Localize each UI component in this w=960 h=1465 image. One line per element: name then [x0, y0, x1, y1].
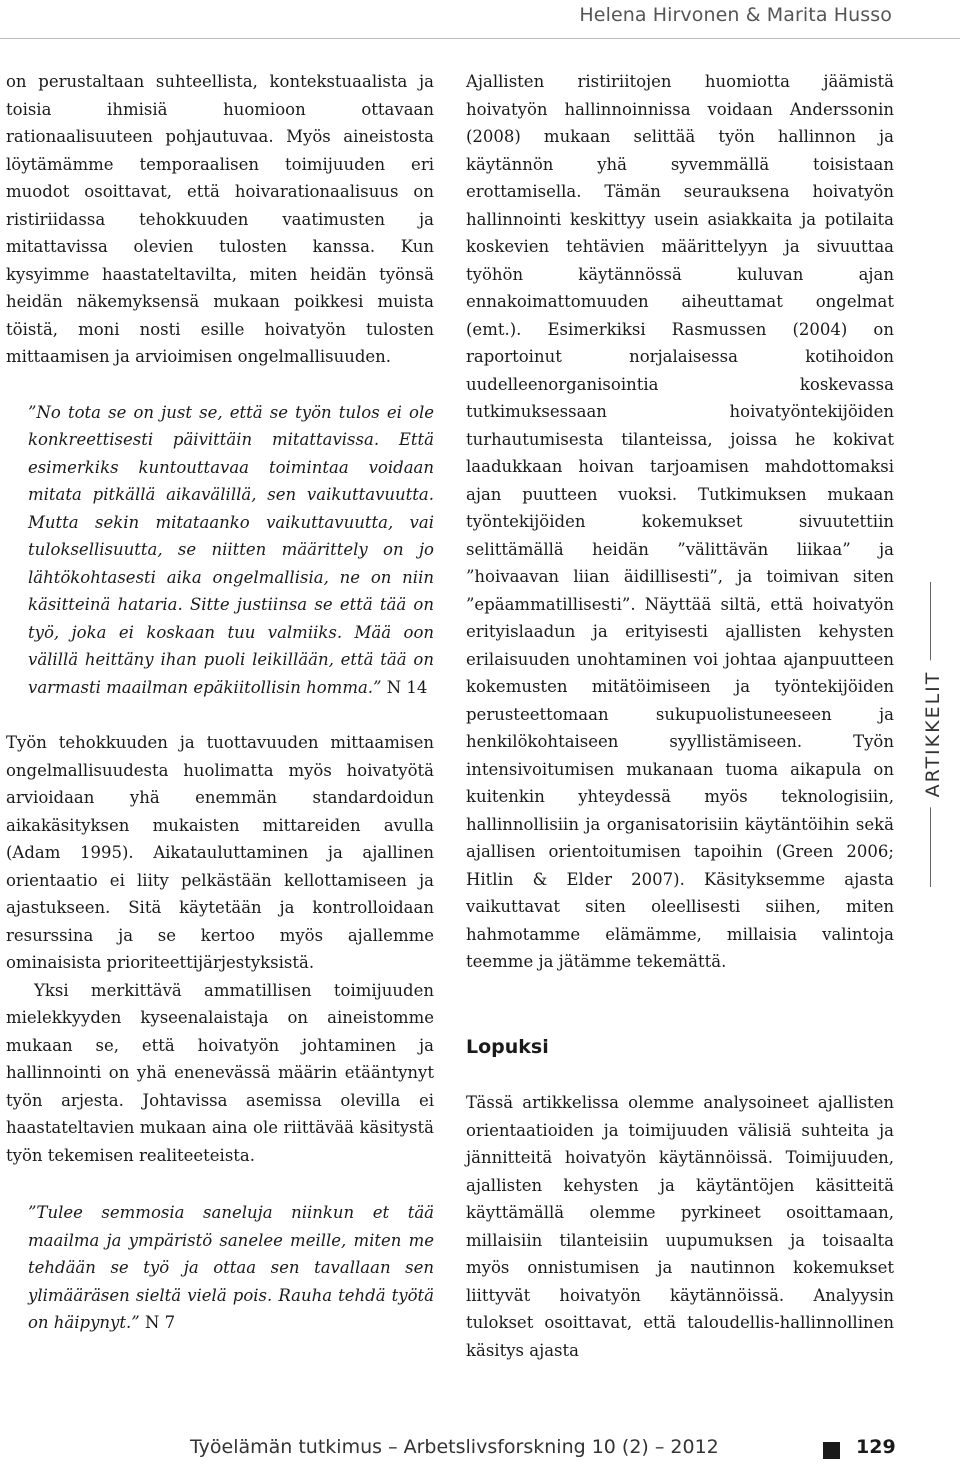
side-label-text: ARTIKKELIT: [922, 661, 944, 808]
section-heading: Lopuksi: [466, 1035, 549, 1058]
quote-text: ”No tota se on just se, että se työn tulos ei ole konkreettisesti päivittäin mitattavissa. Että esimerkiks kuntouttavaa toimintaa voidaan mitata pitkällä aikavälillä, sen vaikuttavuutta. Mutta sekin mitataanko vaikuttavuutta, vai tuloksellisuutta, se niitten määrittely on jo lähtökohtasesti aika ongelmallisia, ne on niin käsitteinä hataria. Sitte justiinsa se että tää on työ, joka ei koskaan tuu valmiiks. Mää oon välillä heittäny ihan puoli leikillään, että tää on varmasti maailman epäkiitollisin homma.”: [28, 402, 434, 697]
footer-square-marker: [823, 1442, 840, 1459]
left-column: [6, 68, 434, 1337]
body-paragraph: Tässä artikkelissa olemme analysoineet ajallisten orientaatioiden ja toimijuuden välisiä suhteita ja jännitteitä hoivatyön käytännöissä. Toimijuuden, ajallisten kehysten ja käytäntöjen käsitteitä käyttämällä olemme pyrkineet osoittamaan, millaisiin tilanteisiin uupumuksen ja toisaalta myös onnistumisen ja nautinnon kokemukset liittyvät hoivatyön käytännöissä. Analyysin tulokset osoittavat, että taloudellis-hallinnollinen käsitys ajasta: [466, 1093, 894, 1360]
interview-quote: [28, 1199, 434, 1337]
body-paragraph: Työn tehokkuuden ja tuottavuuden mittaamisen ongelmallisuudesta huolimatta myös hoivatyötä arvioidaan yhä enemmän standardoidun aikakäsityksen mukaisten mittareiden avulla (Adam 1995). Aikatauluttaminen ja ajallinen orientaatio ei liity pelkästään kellottamiseen ja ajastukseen. Sitä käytetään ja kontrolloidaan resurssina ja se kertoo myös ajallemme ominaisista prioriteettijärjestyksistä.: [6, 733, 434, 972]
interviewee-code: N 14: [386, 677, 428, 697]
right-column: [466, 68, 894, 1364]
body-paragraph: Yksi merkittävä ammatillisen toimijuuden mielekkyyden kyseenalaistaja on aineistomme mukaan se, että hoivatyön johtaminen ja hallinnointi on yhä enenevässä määrin etääntynyt työn arjesta. Johtavissa asemissa olevilla ei haastateltavien mukaan aina ole riittävää käsitystä työn tekemisen realiteeteista.: [6, 980, 434, 1165]
header-rule: [0, 38, 960, 39]
interview-quote: [28, 399, 434, 702]
section-side-label: [912, 582, 952, 887]
journal-footer: Työelämän tutkimus – Arbetslivsforskning 10 (2) – 2012: [190, 1436, 719, 1458]
quote-text: ”Tulee semmosia saneluja niinkun et tää maailma ja ympäristö sanelee meille, miten me tehdään se työ ja ottaa sen tavallaan sen ylimääräsen sieltä vielä pois. Rauha tehdä työtä on häipynyt.”: [28, 1203, 434, 1332]
page-number: 129: [856, 1436, 896, 1458]
body-paragraph: on perustaltaan suhteellista, kontekstuaalista ja toisia ihmisiä huomioon ottavaan rationaalisuuteen pohjautuvaa. Myös aineistosta löytämämme temporaalisen toimijuuden eri muodot osoittavat, että hoivarationaalisuus on ristiriidassa tehokkuuden vaatimusten ja mitattavissa olevien tulosten kanssa. Kun kysyimme haastateltavilta, miten heidän työnsä heidän näkemyksensä mukaan poikkesi muista töistä, moni nosti esille hoivatyön tulosten mittaamisen ja arvioimisen ongelmallisuuden.: [6, 72, 434, 366]
interviewee-code: N 7: [144, 1313, 176, 1332]
body-paragraph: Ajallisten ristiriitojen huomiotta jäämistä hoivatyön hallinnoinnissa voidaan Anderssonin (2008) mukaan selittää työn hallinnon ja käytännön yhä syvemmällä toisistaan erottamisella. Tämän seurauksena hoivatyön hallinnointi keskittyy usein asiakkaita ja potilaita koskevien tehtävien määrittelyyn ja sivuuttaa työhön käytännössä kuluvan ajan ennakoimattomuuden aiheuttamat ongelmat (emt.). Esimerkiksi Rasmussen (2004) on raportoinut norjalaisessa kotihoidon uudelleenorganisointia koskevassa tutkimuksessaan hoivatyöntekijöiden turhautumisesta tilanteissa, joissa he kokivat laadukkaan hoivan tarjoamisen mahdottomaksi ajan puutteen vuoksi. Tutkimuksen mukaan työntekijöiden kokemukset sivuutettiin selittämällä heidän ”välittävän liikaa” ja ”hoivaavan liian äidillisesti”, ja toimivan siten ”epäammatillisesti”. Näyttää siltä, että hoivatyön erityislaadun ja erityisesti ajallisten kehysten erilaisuuden unohtaminen voi johtaa ajanpuutteen kokemusten mitätöimiseen ja työntekijöiden perusteettomaan sukupuolistuneeseen ja henkilökohtaiseen syyllistämiseen. Työn intensivoitumisen mukanaan tuoma aikapula on kuitenkin yhteydessä myös teknologisiin, hallinnollisiin ja organisatorisiin käytäntöihin sekä ajallisen orientoitumisen tapoihin (Green 2006; Hitlin & Elder 2007). Käsityksemme ajasta vaikuttavat siten oleellisesti siihen, miten hahmotamme elämämme, millaisia valintoja teemme ja jätämme tekemättä.: [466, 72, 894, 971]
running-header-authors: Helena Hirvonen & Marita Husso: [579, 4, 892, 26]
